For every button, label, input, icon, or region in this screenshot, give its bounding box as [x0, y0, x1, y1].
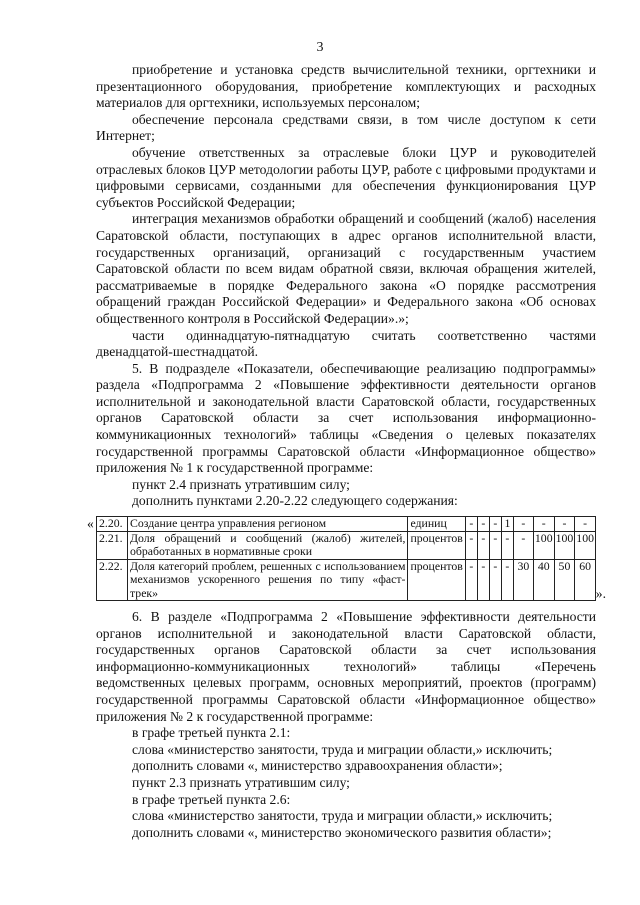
value-cell: - — [465, 559, 477, 601]
value-cell: - — [501, 559, 513, 601]
value-cell: - — [513, 531, 533, 559]
indicator-table-wrapper — [87, 516, 606, 602]
value-cell: - — [489, 531, 501, 559]
paragraph: пункт 2.4 признать утратившим силу; — [132, 476, 350, 492]
value-cell: 100 — [533, 531, 554, 559]
page-number: 3 — [316, 40, 324, 55]
quote-close: ». — [595, 586, 606, 602]
value-cell: - — [533, 517, 554, 532]
value-cell: 50 — [554, 559, 575, 601]
value-cell: - — [477, 517, 489, 532]
paragraph: приобретение и установка средств вычислительной техники, оргтехники и презентационного оборудования, приобретение комплектующих и расходных материалов для оргтехники, используемых персоналом; — [96, 62, 596, 111]
paragraph: дополнить пунктами 2.20-2.22 следующего содержания: — [132, 493, 458, 509]
unit-cell: единиц — [408, 517, 465, 532]
paragraph: в графе третьей пункта 2.6: — [132, 791, 291, 807]
paragraph: обеспечение персонала средствами связи, в том числе доступом к сети Интернет; — [96, 111, 596, 144]
paragraph: дополнить словами «, министерство здравоохранения области»; — [132, 758, 503, 774]
paragraph: 5. В подразделе «Показатели, обеспечивающие реализацию подпрограммы» раздела «Подпрограмма 2 «Повышение эффективности деятельности органов исполнительной и законодательной власти Саратовской области, государственных органов Саратовской области за счет использования информационно-коммуникационных технологий» таблицы «Сведения о целевых показателях государственной программы Саратовской области «Информационное общество» приложения № 1 к государственной программе: — [96, 360, 596, 476]
indicator-name: Создание центра управления регионом — [128, 517, 408, 532]
paragraph: интеграция механизмов обработки обращений и сообщений (жалоб) населения Саратовской области, поступающих в адрес органов исполнительной власти, государственных организаций, организаций с государственным участием Саратовской области по всем видам обратной связи, включая обращения жителей, рассматриваемые в порядке Федерального закона «О порядке рассмотрения обращений граждан Российской Федерации» и Федерального закона «Об основах общественного контроля в Российской Федерации».»; — [96, 211, 596, 326]
paragraph: 6. В разделе «Подпрограмма 2 «Повышение эффективности деятельности органов исполнительной и законодательной власти Саратовской области, государственных органов Саратовской области за счет использования информационно-коммуникационных технологий» таблицы «Перечень ведомственных целевых программ, основных мероприятий, проектов (программ) государственной программы Саратовской области «Информационное общество» приложения № 2 к государственной программе: — [96, 609, 596, 724]
paragraph: слова «министерство занятости, труда и миграции области,» исключить; — [132, 741, 553, 757]
paragraph: пункт 2.3 признать утратившим силу; — [132, 774, 350, 790]
paragraph: слова «министерство занятости, труда и миграции области,» исключить; — [132, 808, 553, 824]
paragraph: обучение ответственных за отраслевые блоки ЦУР и руководителей отраслевых блоков ЦУР методологии работы ЦУР, работе с цифровыми продуктами и цифровыми сервисами, созданными для обеспечения функционирования ЦУР субъектов Российской Федерации; — [96, 144, 596, 210]
value-cell: - — [575, 517, 596, 532]
row-number: 2.20. — [97, 517, 128, 532]
paragraph: дополнить словами «, министерство экономического развития области»; — [132, 824, 552, 840]
value-cell: 1 — [501, 517, 513, 532]
table-row — [97, 517, 596, 532]
paragraph: в графе третьей пункта 2.1: — [132, 725, 291, 741]
indicator-name: Доля категорий проблем, решенных с использованием механизмов ускоренного решения по типу «фаст-трек» — [128, 559, 408, 601]
value-cell: 30 — [513, 559, 533, 601]
value-cell: - — [501, 531, 513, 559]
document-body — [87, 62, 606, 841]
quote-open: « — [87, 516, 94, 532]
paragraph: части одиннадцатую-пятнадцатую считать соответственно частями двенадцатой-шестнадцатой. — [96, 327, 596, 360]
indicator-name: Доля обращений и сообщений (жалоб) жителей, обработанных в нормативные сроки — [128, 531, 408, 559]
value-cell: - — [477, 559, 489, 601]
table-row — [97, 531, 596, 559]
value-cell: - — [489, 517, 501, 532]
value-cell: - — [513, 517, 533, 532]
row-number: 2.22. — [97, 559, 128, 601]
table-row — [97, 559, 596, 601]
value-cell: 100 — [554, 531, 575, 559]
value-cell: 60 — [575, 559, 596, 601]
value-cell: 100 — [575, 531, 596, 559]
value-cell: 40 — [533, 559, 554, 601]
unit-cell: процентов — [408, 531, 465, 559]
value-cell: - — [465, 517, 477, 532]
value-cell: - — [465, 531, 477, 559]
unit-cell: процентов — [408, 559, 465, 601]
value-cell: - — [554, 517, 575, 532]
value-cell: - — [489, 559, 501, 601]
row-number: 2.21. — [97, 531, 128, 559]
indicator-table — [96, 516, 596, 601]
value-cell: - — [477, 531, 489, 559]
